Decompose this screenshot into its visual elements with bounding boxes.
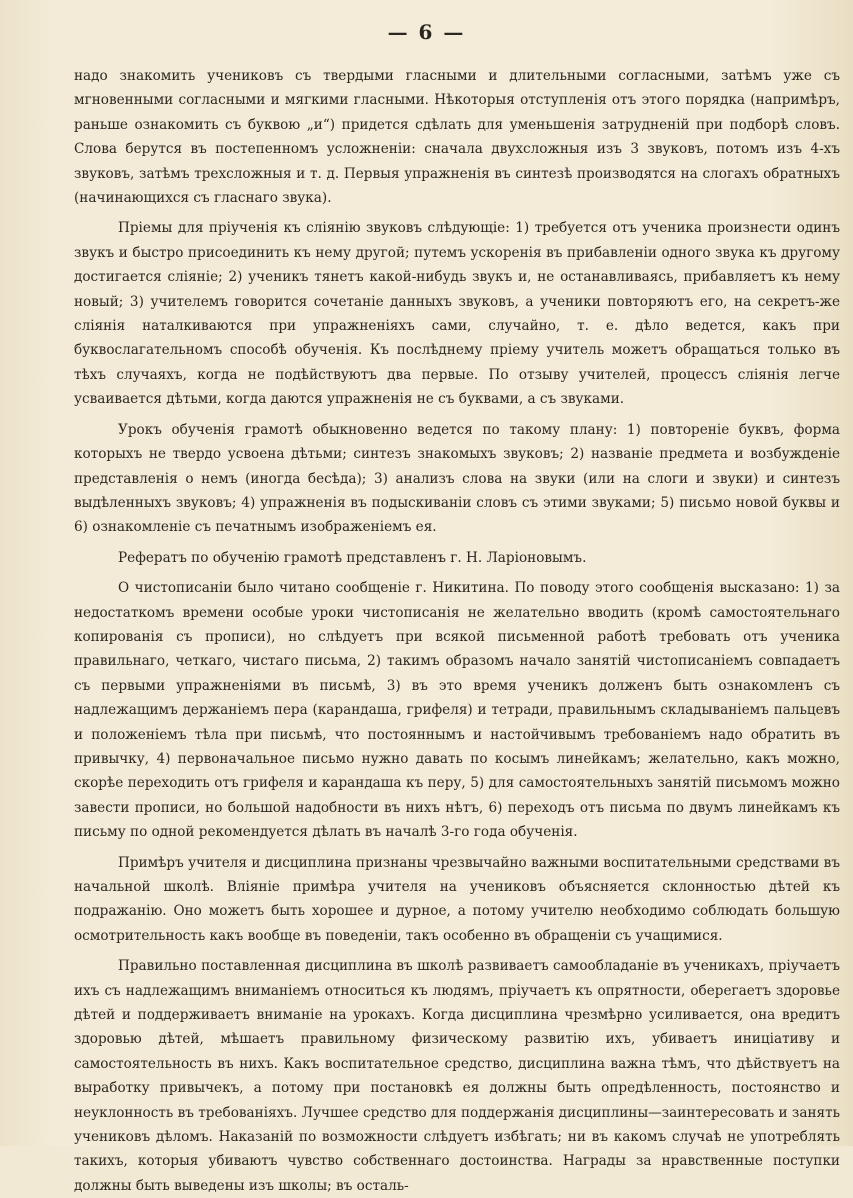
paragraph-sound-merging: Пріемы для пріученія къ слiянію звуковъ слѣдующіе: 1) требуется отъ ученика произнести одинъ звукъ и быстро присоединить къ нему другой; путемъ ускоренія въ прибавленіи одного звука къ другому достигается сліяніе; 2) ученикъ тянетъ какой-нибудь звукъ и, не останавливаясь, прибавляетъ къ нему новый; 3) учителемъ говорится сочетаніе данныхъ звуковъ, а ученики повторяютъ его, на секретъ-же сліянія наталкиваются при упражненіяхъ сами, случайно, т. е. дѣло ведется, какъ при буквослагательномъ способѣ обученія. Къ послѣднему пріему учитель можетъ обращаться только въ тѣхъ случаяхъ, когда не подѣйствуютъ два первые. По отзыву учителей, процессъ сліянія легче усваивается дѣтьми, когда даются упражненія не съ буквами, а съ звуками. [74,220,840,408]
paragraph-report-note: Рефератъ по обученію грамотѣ представленъ г. Н. Ларіоновымъ. [118,549,587,566]
page-number: — 6 — [387,20,466,44]
paragraph-lesson-plan: Урокъ обученія грамотѣ обыкновенно ведется по такому плану: 1) повтореніе буквъ, форма которыхъ не твердо усвоена дѣтьми; синтезъ знакомыхъ звуковъ; 2) названіе предмета и возбужденіе представленія о немъ (иногда бесѣда); 3) анализъ слова на звуки (или на слоги и звуки) и синтезъ выдѣленныхъ звуковъ; 4) упражненія въ подыскиваніи словъ съ этими звуками; 5) письмо новой буквы и 6) ознакомленіе съ печатнымъ изображеніемъ ея. [74,421,840,536]
paragraph-discipline: Правильно поставленная дисциплина въ школѣ развиваетъ самообладаніе въ ученикахъ, пріучаетъ ихъ съ надлежащимъ вниманіемъ относиться къ людямъ, пріучаетъ къ опрятности, оберегаетъ здоровье дѣтей и поддерживаетъ вниманіе на урокахъ. Когда дисциплина чрезмѣрно усиливается, она вредитъ здоровью дѣтей, мѣшаетъ правильному физическому развитію ихъ, убиваетъ иниціативу и самостоятельность въ нихъ. Какъ воспитательное средство, дисциплина важна тѣмъ, что дѣйствуетъ на выработку привычекъ, а потому при постановкѣ ея должны быть опредѣленность, постоянство и неуклонность въ требованіяхъ. Лучшее средство для поддержанія дисциплины—заинтересовать и занять учениковъ дѣломъ. Наказаній по возможности слѣдуетъ избѣгать; ни въ какомъ случаѣ не употреблять такихъ, которыя убиваютъ чувство собственнаго достоинства. Награды за нравственные поступки должны быть выведены изъ школы; въ осталь- [74,958,840,1194]
paragraph-penmanship: О чистописаніи было читано сообщеніе г. Никитина. По поводу этого сообщенія высказано: 1) за недостаткомъ времени особые уроки чистописанія не желательно вводить (кромѣ самостоятельнаго копированія съ прописи), но слѣдуетъ при всякой письменной работѣ требовать отъ ученика правильнаго, четкаго, чистаго письма, 2) такимъ образомъ начало занятій чистописаніемъ совпадаетъ съ первыми упражненіями въ письмѣ, 3) въ это время ученикъ долженъ быть ознакомленъ съ надлежащимъ держаніемъ пера (карандаша, грифеля) и тетради, правильнымъ складываніемъ пальцевъ и положеніемъ тѣла при письмѣ, что постояннымъ и настойчивымъ требованіемъ надо обратить въ привычку, 4) первоначальное письмо нужно давать по косымъ линейкамъ; желательно, какъ можно, скорѣе переходить отъ грифеля и карандаша къ перу, 5) для самостоятельныхъ занятій письмомъ можно завести прописи, но большой надобности въ нихъ нѣтъ, 6) переходъ отъ письма по двумъ линейкамъ къ письму по одной рекомендуется дѣлать въ началѣ 3-го года обученія. [74,580,840,841]
body-text [74,64,840,1198]
paragraph-teacher-example: Примѣръ учителя и дисциплина признаны чрезвычайно важными воспитательными средствами въ начальной школѣ. Вліяніе примѣра учителя на учениковъ объясняется склонностью дѣтей къ подражанію. Оно можетъ быть хорошее и дурное, а потому учителю необходимо соблюдать большую осмотрительность какъ вообще въ поведеніи, такъ особенно въ обращеніи съ учащимися. [74,854,840,944]
paragraph-continuation: надо знакомить учениковъ съ твердыми гласными и длительными согласными, затѣмъ уже съ мгновенными согласными и мягкими гласными. Нѣкоторыя отступленія отъ этого порядка (напримѣръ, раньше ознакомить съ буквою „и“) придется сдѣлать для уменьшенія затрудненій при подборѣ словъ. Слова берутся въ постепенномъ усложненіи: сначала двухсложныя изъ 3 звуковъ, потомъ изъ 4-хъ звуковъ, затѣмъ трехсложныя и т. д. Первыя упражненія въ синтезѣ производятся на слогахъ обратныхъ (начинающихся съ гласнаго звука). [74,68,840,207]
